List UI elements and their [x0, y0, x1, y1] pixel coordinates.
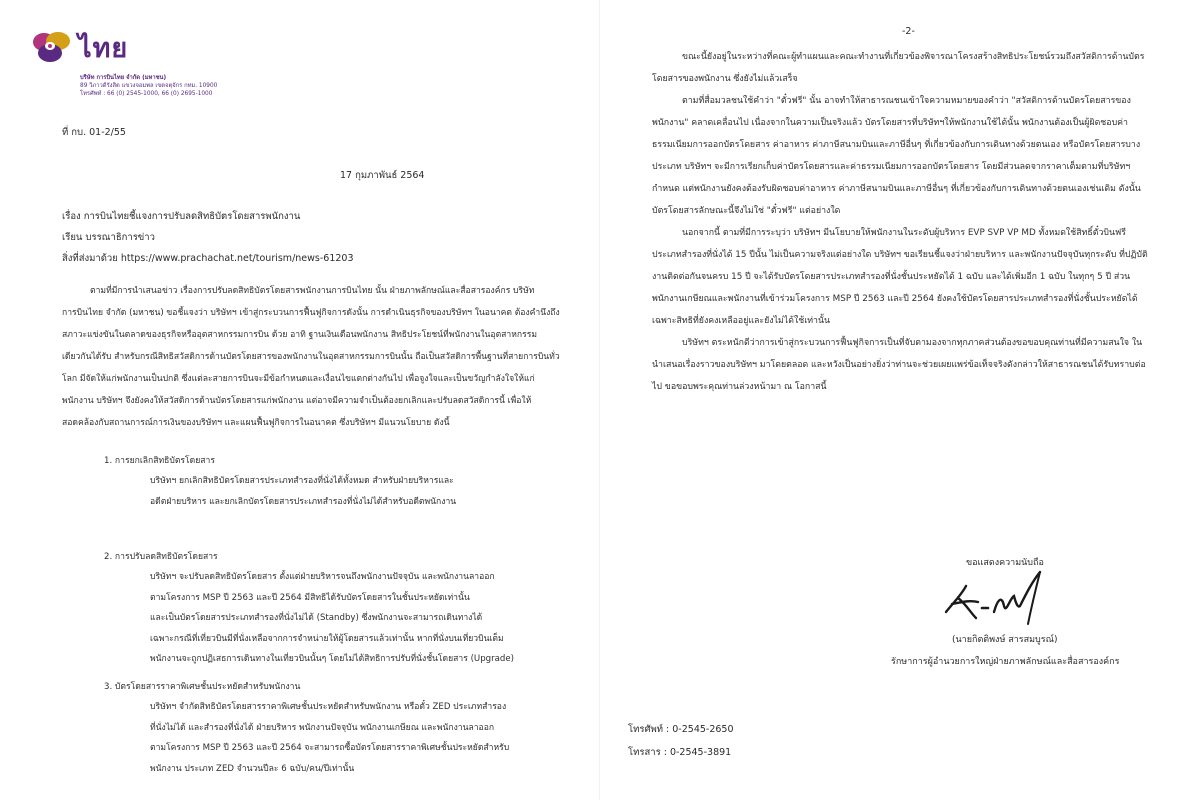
list-item-line: และเป็นบัตรโดยสารประเภทสำรองที่นั่งไม่ได้ (Standby) ซึ่งพนักงานจะสามารถเดินทางได้ — [150, 613, 483, 623]
list-item-heading: 3. บัตรโดยสารราคาพิเศษชั้นประหยัดสำหรับพนักงาน — [104, 682, 301, 692]
paragraph: นอกจากนี้ ตามที่มีการระบุว่า บริษัทฯ มีนโยบายให้พนักงานในระดับผู้บริหาร EVP SVP VP MD ทั้งหมดใช้สิทธิ์ตั๋วบินฟรีประเภทสำรองที่นั่งได้ 15 ปีนั้น ไม่เป็นความจริงแต่อย่างใด บริษัทฯ ขอเรียนชี้แจงว่าฝ่ายบริหาร และพนักงานปัจจุบันทุกระดับ ที่ปฏิบัติงานติดต่อกันจนครบ 15 ปี จะได้รับบัตรโดยสารประเภทสำรองที่นั่งชั้นประหยัดได้ 1 ฉบับ และได้เพิ่มอีก 1 ฉบับ ในทุกๆ 5 ปี ส่วนพนักงานเกษียณและพนักงานที่เข้าร่วมโครงการ MSP ปี 2563 และปี 2564 ยังคงใช้บัตรโดยสารประเภทสำรองที่นั่งชั้นประหยัดได้เฉพาะสิทธิที่ยังคงเหลืออยู่และยังไม่ได้ใช้เท่านั้น — [652, 228, 1148, 326]
letterhead-company — [80, 74, 217, 98]
thai-airways-logo — [30, 30, 128, 64]
page-number: -2- — [902, 26, 915, 37]
list-item-heading: 2. การปรับลดสิทธิบัตรโดยสาร — [104, 552, 218, 562]
logo-wordmark: ไทย — [78, 32, 129, 64]
contact-phone: โทรศัพท์ : 0-2545-2650 — [628, 724, 734, 735]
intro-paragraph-block — [62, 280, 562, 434]
company-name: บริษัท การบินไทย จำกัด (มหาชน) — [80, 75, 167, 81]
subject-line: เรื่อง การบินไทยชี้แจงการปรับลดสิทธิบัตรโดยสารพนักงาน — [62, 211, 301, 222]
list-item-line: ตามโครงการ MSP ปี 2563 และปี 2564 มีสิทธิได้รับบัตรโดยสารในชั้นประหยัดเท่านั้น — [150, 592, 470, 603]
list-item-line: อดีตฝ่ายบริหาร และยกเลิกบัตรโดยสารประเภทสำรองที่นั่งไม่ได้สำหรับอดีตพนักงาน — [150, 496, 457, 507]
list-item-heading: 1. การยกเลิกสิทธิบัตรโดยสาร — [104, 456, 215, 466]
list-item — [62, 677, 562, 779]
list-item-line: พนักงานจะถูกปฏิเสธการเดินทางในเที่ยวบินนั้นๆ โดยไม่ได้สิทธิการปรับที่นั่งชั้นโดยสาร (Upgrade) — [150, 654, 515, 664]
company-address: 89 วิภาวดีรังสิต แขวงจอมพล เขตจตุจักร กทม. 10900 — [80, 83, 218, 89]
list-item-line: บริษัทฯ จำกัดสิทธิบัตรโดยสารราคาพิเศษชั้นประหยัดสำหรับพนักงาน หรือตั๋ว ZED ประเภทสำรอง — [150, 702, 507, 712]
list-item-line: ที่นั่งไม่ได้ และสำรองที่นั่งได้ ฝ่ายบริหาร พนักงานปัจจุบัน พนักงานเกษียณ และพนักงานลาออก — [150, 722, 495, 733]
closing-salutation: ขอแสดงความนับถือ — [966, 558, 1044, 568]
contact-fax: โทรสาร : 0-2545-3891 — [628, 747, 732, 758]
page-2-body — [652, 46, 1152, 398]
list-item-line: บริษัทฯ จะปรับลดสิทธิบัตรโดยสาร ตั้งแต่ฝ่ายบริหารจนถึงพนักงานปัจจุบัน และพนักงานลาออก — [150, 572, 495, 582]
paragraph: บริษัทฯ ตระหนักดีว่าการเข้าสู่กระบวนการฟื้นฟูกิจการเป็นที่จับตามองจากทุกภาคส่วนต้องขอขอบคุณท่านที่มีความสนใจ ในนำเสนอเรื่องราวของบริษัทฯ มาโดยตลอด และหวังเป็นอย่างยิ่งว่าท่านจะช่วยเผยแพร่ข้อเท็จจริงดังกล่าวให้สาธารณชนได้รับทราบต่อไป ขอขอบพระคุณท่านล่วงหน้ามา ณ โอกาสนี้ — [652, 338, 1146, 392]
signer-title: รักษาการผู้อำนวยการใหญ่ฝ่ายภาพลักษณ์และสื่อสารองค์กร — [891, 657, 1120, 667]
recipient-line: เรียน บรรณาธิการข่าว — [62, 232, 155, 243]
list-item-body — [62, 567, 562, 670]
signature-image — [936, 568, 1056, 630]
list-item-body — [62, 697, 562, 779]
paragraph: ขณะนี้ยังอยู่ในระหว่างที่คณะผู้ทำแผนและคณะทำงานที่เกี่ยวข้องพิจารณาโครงสร้างสิทธิประโยชน์รวมถึงสวัสดิการด้านบัตรโดยสารของพนักงาน ซึ่งยังไม่แล้วเสร็จ — [652, 52, 1145, 84]
list-item-line: บริษัทฯ ยกเลิกสิทธิบัตรโดยสารประเภทสำรองที่นั่งได้ทั้งหมด สำหรับฝ่ายบริหารและ — [150, 476, 454, 486]
list-item — [62, 547, 562, 670]
paragraph: ตามที่สื่อมวลชนใช้คำว่า "ตั๋วฟรี" นั้น อาจทำให้สาธารณชนเข้าใจความหมายของคำว่า "สวัสดิการด้านบัตรโดยสารของพนักงาน" คลาดเคลื่อนไป เนื่องจากในความเป็นจริงแล้ว บัตรโดยสารที่บริษัทฯให้พนักงานใช้ได้นั้น พนักงานต้องเป็นผู้ผิดชอบค่าธรรมเนียมการออกบัตรโดยสาร ค่าอาหาร ค่าภาษีสนามบินและภาษีอื่นๆ ที่เกี่ยวข้องกับการเดินทางด้วยตนเอง หรือบัตรโดยสารบางประเภท บริษัทฯ จะมีการเรียกเก็บค่าบัตรโดยสารและค่าธรรมเนียมการออกบัตรโดยสาร โดยมีส่วนลดจากราคาเต็มตามที่บริษัทฯ กำหนด แต่พนักงานยังคงต้องรับผิดชอบค่าอาหาร ค่าภาษีสนามบินและภาษีอื่นๆ ที่เกี่ยวข้องกับการเดินทางด้วยตนเองเช่นเดิม ดังนั้นบัตรโดยสารลักษณะนี้จึงไม่ใช่ "ตั๋วฟรี" แต่อย่างใด — [652, 96, 1141, 216]
letter-date: 17 กุมภาพันธ์ 2564 — [340, 170, 425, 181]
list-item-line: พนักงาน ประเภท ZED จำนวนปีละ 6 ฉบับ/คน/ปีเท่านั้น — [150, 763, 355, 774]
list-item-line: เฉพาะกรณีที่เที่ยวบินมีที่นั่งเหลือจากการจำหน่ายให้ผู้โดยสารแล้วเท่านั้น หากที่นั่งบนเที่ยวบินเต็ม — [150, 633, 504, 644]
orchid-logo-icon — [30, 30, 74, 64]
page-2 — [600, 0, 1200, 800]
company-phone: โทรศัพท์ : 66 (0) 2545-1000, 66 (0) 2695-1000 — [80, 91, 213, 97]
intro-paragraph: ตามที่มีการนำเสนอข่าว เรื่องการปรับลดสิทธิบัตรโดยสารพนักงานการบินไทย นั้น ฝ่ายภาพลักษณ์และสื่อสารองค์กร บริษัท การบินไทย จำกัด (มหาชน) ขอชี้แจงว่า บริษัทฯ เข้าสู่กระบวนการฟื้นฟูกิจการดังนั้น การดำเนินธุรกิจของบริษัทฯ ในอนาคต ต้องคำนึงถึงสภาวะแข่งขันในตลาดของธุรกิจหรืออุตสาหกรรมการบิน ด้วย อาทิ ฐานเงินเดือนพนักงาน สิทธิประโยชน์ที่พนักงานในอุตสาหกรรมเดียวกันได้รับ สำหรับกรณีสิทธิสวัสดิการด้านบัตรโดยสารของพนักงานในอุตสาหกรรมการบินนั้น ถือเป็นสวัสดิการพื้นฐานที่สายการบินทั่วโลก มีจัดให้แก่พนักงานเป็นปกติ ซึ่งแต่ละสายการบินจะมีข้อกำหนดและเงื่อนไขแตกต่างกันไป เพื่อจูงใจและเป็นขวัญกำลังใจให้แก่พนักงาน บริษัทฯ จึงยังคงให้สวัสดิการด้านบัตรโดยสารแก่พนักงาน แต่อาจมีความจำเป็นต้องยกเลิกและปรับลดสวัสดิการนี้ เพื่อให้สอดคล้องกับสถานการณ์การเงินของบริษัทฯ และแผนฟื้นฟูกิจการในอนาคต ซึ่งบริษัทฯ มีแนวนโยบาย ดังนี้ — [62, 286, 560, 428]
list-item — [62, 451, 562, 512]
reference-number: ที่ กบ. 01-2/55 — [62, 127, 126, 138]
attachment-line: สิ่งที่ส่งมาด้วย https://www.prachachat.net/tourism/news-61203 — [62, 253, 354, 264]
list-item-line: ตามโครงการ MSP ปี 2563 และปี 2564 จะสามารถซื้อบัตรโดยสารราคาพิเศษชั้นประหยัดสำหรับ — [150, 743, 510, 753]
list-item-body — [62, 471, 562, 512]
signer-name: (นายกิตติพงษ์ สารสมบูรณ์) — [952, 635, 1058, 645]
